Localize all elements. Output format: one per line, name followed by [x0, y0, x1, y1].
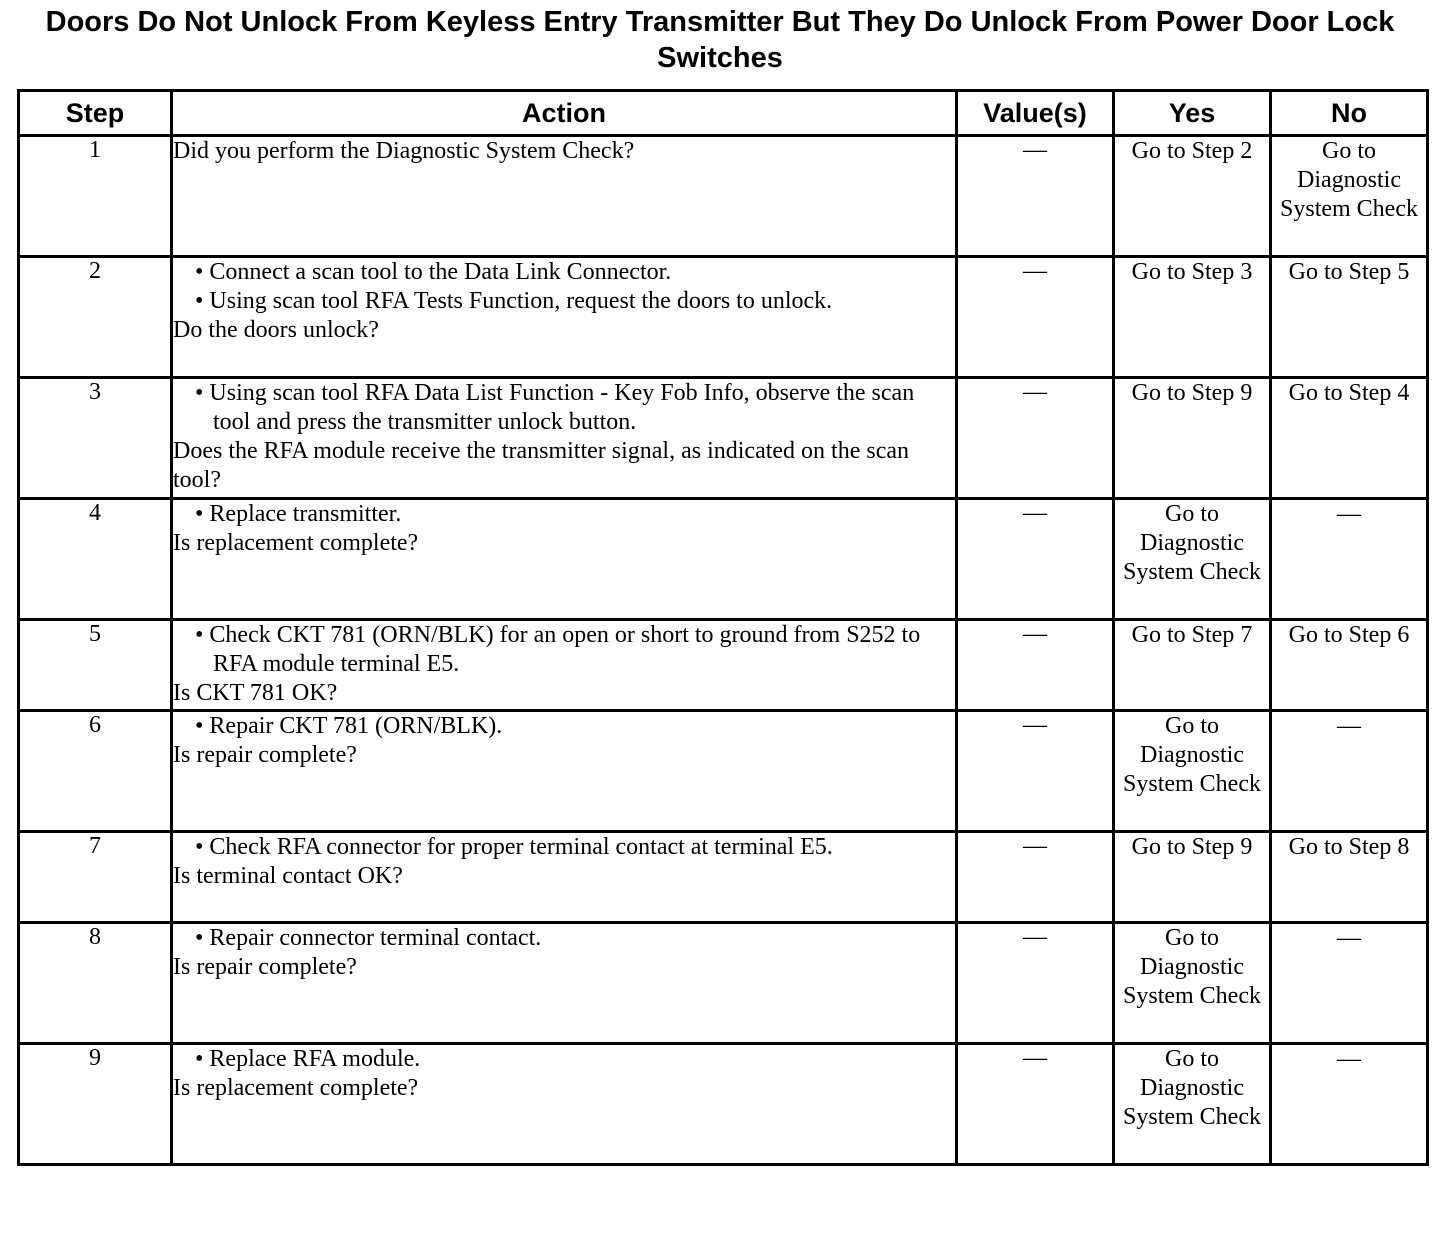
action-cell [172, 620, 957, 711]
action-cell [172, 832, 957, 923]
action-bullet: • Repair CKT 781 (ORN/BLK). [173, 712, 955, 741]
action-question: Is replacement complete? [173, 530, 419, 556]
value-cell: — [957, 923, 1114, 1044]
step-number: 3 [19, 378, 172, 499]
action-question: Is terminal contact OK? [173, 863, 403, 889]
action-bullet: • Connect a scan tool to the Data Link Connector. [173, 258, 955, 287]
action-bullet: • Replace transmitter. [173, 500, 955, 529]
action-question: Is CKT 781 OK? [173, 680, 338, 706]
step-number: 8 [19, 923, 172, 1044]
yes-cell: Go to Step 9 [1114, 378, 1271, 499]
no-cell: — [1271, 711, 1428, 832]
no-cell: — [1271, 923, 1428, 1044]
value-cell: — [957, 257, 1114, 378]
yes-cell: Go to Step 9 [1114, 832, 1271, 923]
page-title: Doors Do Not Unlock From Keyless Entry Transmitter But They Do Unlock From Power Door Lock Switches [45, 6, 1395, 74]
action-cell [172, 136, 957, 257]
action-bullet: • Using scan tool RFA Tests Function, request the doors to unlock. [173, 287, 955, 316]
value-cell: — [957, 378, 1114, 499]
action-bullet: • Check CKT 781 (ORN/BLK) for an open or short to ground from S252 to RFA module terminal E5. [173, 621, 955, 679]
value-cell: — [957, 1044, 1114, 1165]
header-values: Value(s) [957, 91, 1114, 136]
action-question: Does the RFA module receive the transmitter signal, as indicated on the scan tool? [173, 438, 910, 493]
action-cell [172, 1044, 957, 1165]
action-bullet: • Check RFA connector for proper terminal contact at terminal E5. [173, 833, 955, 862]
diagnostic-table [17, 89, 1429, 1166]
action-bullet: • Using scan tool RFA Data List Function - Key Fob Info, observe the scan tool and press the transmitter unlock button. [173, 379, 955, 437]
action-cell [172, 923, 957, 1044]
step-number: 2 [19, 257, 172, 378]
step-number: 9 [19, 1044, 172, 1165]
header-action: Action [172, 91, 957, 136]
header-yes: Yes [1114, 91, 1271, 136]
step-number: 7 [19, 832, 172, 923]
value-cell: — [957, 620, 1114, 711]
header-no: No [1271, 91, 1428, 136]
no-cell: Go to Step 6 [1271, 620, 1428, 711]
action-cell [172, 711, 957, 832]
action-question: Is repair complete? [173, 742, 357, 768]
no-cell: Go to Diagnostic System Check [1271, 136, 1428, 257]
yes-cell: Go to Diagnostic System Check [1114, 923, 1271, 1044]
action-cell [172, 499, 957, 620]
action-bullet: • Replace RFA module. [173, 1045, 955, 1074]
action-bullet: • Repair connector terminal contact. [173, 924, 955, 953]
table-row [19, 832, 1428, 923]
value-cell: — [957, 136, 1114, 257]
value-cell: — [957, 499, 1114, 620]
action-question: Is repair complete? [173, 954, 357, 980]
yes-cell: Go to Diagnostic System Check [1114, 711, 1271, 832]
value-cell: — [957, 711, 1114, 832]
header-step: Step [19, 91, 172, 136]
action-cell [172, 378, 957, 499]
table-row [19, 711, 1428, 832]
action-question: Did you perform the Diagnostic System Check? [173, 138, 635, 164]
table-row [19, 257, 1428, 378]
step-number: 5 [19, 620, 172, 711]
no-cell: Go to Step 4 [1271, 378, 1428, 499]
no-cell: — [1271, 499, 1428, 620]
action-cell [172, 257, 957, 378]
step-number: 4 [19, 499, 172, 620]
table-row [19, 620, 1428, 711]
header-row [19, 91, 1428, 136]
table-row [19, 136, 1428, 257]
table-row [19, 378, 1428, 499]
table-row [19, 1044, 1428, 1165]
no-cell: — [1271, 1044, 1428, 1165]
table-row [19, 923, 1428, 1044]
table-row [19, 499, 1428, 620]
step-number: 1 [19, 136, 172, 257]
yes-cell: Go to Step 3 [1114, 257, 1271, 378]
action-question: Do the doors unlock? [173, 317, 379, 343]
no-cell: Go to Step 5 [1271, 257, 1428, 378]
action-question: Is replacement complete? [173, 1075, 419, 1101]
step-number: 6 [19, 711, 172, 832]
yes-cell: Go to Diagnostic System Check [1114, 499, 1271, 620]
value-cell: — [957, 832, 1114, 923]
no-cell: Go to Step 8 [1271, 832, 1428, 923]
yes-cell: Go to Step 2 [1114, 136, 1271, 257]
yes-cell: Go to Step 7 [1114, 620, 1271, 711]
yes-cell: Go to Diagnostic System Check [1114, 1044, 1271, 1165]
